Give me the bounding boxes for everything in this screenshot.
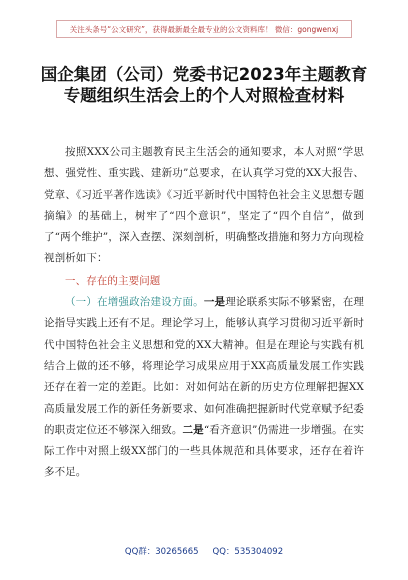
promo-banner xyxy=(56,20,352,38)
point-label: 一是 xyxy=(203,296,226,309)
banner-text: 关注头条号“公文研究”，获得最新最全最专业的公文资料库！ 微信：gongwenxj xyxy=(69,24,339,34)
footer-qq-group: QQ群：30265665 xyxy=(124,547,199,557)
subsection-heading: （一）在增强政治建设方面。 xyxy=(65,296,204,309)
footer-qq: QQ：535304092 xyxy=(212,547,284,557)
footer-contact xyxy=(0,545,408,557)
point-label: 二是 xyxy=(182,423,204,436)
document-body xyxy=(44,142,364,484)
intro-paragraph: 按照XXX公司主题教育民主生活会的通知要求，本人对照“学思想、强党性、重实践、建新功”总要求，在认真学习党的XX大报告、党章、《习近平著作选读》《习近平新时代中国特色社会主义思想专题摘编》的基础上，树牢了“四个意识”，坚定了“四个自信”，做到了“两个维护”，深入查摆、深刻剖析，明确整改措施和努力方向现检视剖析如下： xyxy=(44,146,364,265)
point-text: “看齐意识”仍需进一步增强。在实际工作中对照上级XX部门的一些具体规范和具体要求，还存在着许多不足。 xyxy=(44,423,364,479)
body-paragraph xyxy=(44,292,364,484)
point-text: 理论联系实际不够紧密，在理论指导实践上还有不足。理论学习上，能够认真学习贯彻习近平新时代中国特色社会主义思想和党的XX大精神。但是在理论与实践有机结合上做的还不够，将理论学习成果应用于XX高质量发展工作实践还存在着一定的差距。比如：对如何站在新的历史方位理解把握XX高质量发展工作的新任务新要求、如何准确把握新时代党章赋予纪委的职责定位还不够深入细致。 xyxy=(44,296,364,436)
section-heading: 一、存在的主要问题 xyxy=(65,274,161,287)
document-title: 国企集团（公司）党委书记2023年主题教育专题组织生活会上的个人对照检查材料 xyxy=(40,65,368,105)
